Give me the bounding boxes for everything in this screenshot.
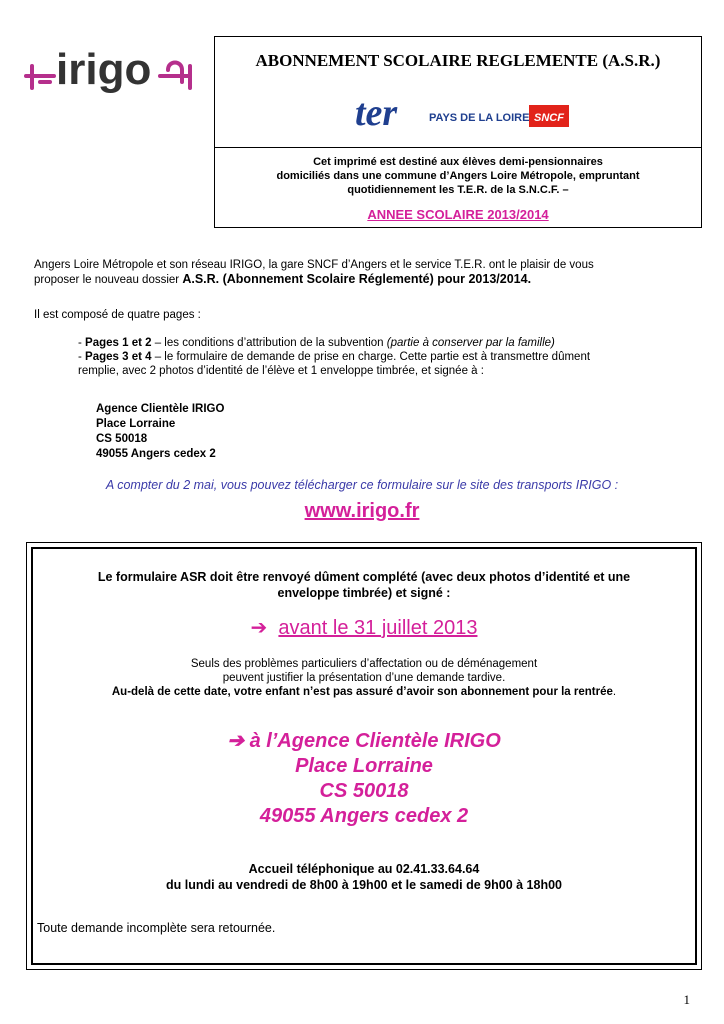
header-divider [215, 147, 701, 148]
phone-line: Accueil téléphonique au 02.41.33.64.64 [248, 862, 480, 876]
notice-line: enveloppe timbrée) et signé : [277, 586, 451, 600]
ter-logo [353, 91, 575, 137]
ter-region: PAYS DE LA LOIRE [429, 112, 530, 124]
deadline-box-inner [31, 547, 697, 965]
notice-line: Le formulaire ASR doit être renvoyé dûment complété (avec deux photos d’identité et une [97, 570, 631, 584]
sncf-badge-text: SNCF [534, 112, 564, 124]
deadline-date: avant le 31 juillet 2013 [278, 617, 478, 639]
deadline [33, 615, 695, 640]
school-year: ANNEE SCOLAIRE 2013/2014 [367, 207, 549, 222]
intro-bold: A.S.R. (Abonnement Scolaire Réglementé) pour 2013/2014. [182, 272, 532, 286]
intro-paragraph [34, 258, 694, 287]
address-line: Agence Clientèle IRIGO [96, 403, 225, 415]
desc-line: quotidiennement les T.E.R. de la S.N.C.F. – [347, 184, 569, 196]
address-line: CS 50018 [96, 433, 148, 445]
list-item: - Pages 1 et 2 – les conditions d’attribution de la subvention (partie à conserver par la famille) [78, 337, 555, 349]
desc-line: Cet imprimé est destiné aux élèves demi-pensionnaires [313, 156, 603, 168]
agency-line: 49055 Angers cedex 2 [259, 805, 469, 827]
agency-line: ➔ à l’Agence Clientèle IRIGO [227, 730, 501, 752]
incomplete-notice: Toute demande incomplète sera retournée. [37, 921, 276, 935]
arrow-icon: ➔ [227, 730, 244, 752]
ter-mark: ter [355, 92, 398, 134]
agency-line: Place Lorraine [295, 755, 433, 777]
page-number: 1 [683, 992, 690, 1007]
warning: Au-delà de cette date, votre enfant n’est pas assuré d’avoir son abonnement pour la rentrée. [111, 686, 617, 698]
page-title: ABONNEMENT SCOLAIRE REGLEMENTE (A.S.R.) [255, 51, 661, 70]
irigo-logo [20, 36, 210, 102]
intro-line: Angers Loire Métropole et son réseau IRIGO, la gare SNCF d’Angers et le service T.E.R. ont le plaisir de vous [34, 259, 594, 271]
exceptions [33, 657, 695, 699]
exception-line: peuvent justifier la présentation d’une demande tardive. [222, 672, 506, 684]
hours-line: du lundi au vendredi de 8h00 à 19h00 et le samedi de 9h00 à 18h00 [166, 878, 562, 892]
exception-line: Seuls des problèmes particuliers d’affectation ou de déménagement [190, 658, 538, 670]
download-note: A compter du 2 mai, vous pouvez télécharger ce formulaire sur le site des transports IRIGO : [105, 478, 619, 492]
list-item-continuation: remplie, avec 2 photos d’identité de l’élève et 1 enveloppe timbrée, et signée à : [78, 365, 484, 377]
address-line: 49055 Angers cedex 2 [96, 448, 216, 460]
phone-info [33, 861, 695, 893]
header-description [225, 155, 691, 197]
website-link[interactable]: www.irigo.fr [304, 500, 420, 522]
arrow-icon: ➔ [250, 617, 268, 639]
pages-list [78, 336, 694, 378]
agency-address [33, 729, 695, 829]
address-line: Place Lorraine [96, 418, 176, 430]
box-notice [33, 569, 695, 601]
agency-line: CS 50018 [319, 780, 409, 802]
logo-text: irigo [56, 45, 152, 94]
intro-line [34, 272, 694, 287]
list-item: - Pages 3 et 4 – le formulaire de demande de prise en charge. Cette partie est à transmettre dûment [78, 351, 591, 363]
mailing-address [96, 402, 224, 462]
deadline-box [26, 542, 702, 970]
intro-text: proposer le nouveau dossier [34, 274, 183, 286]
header-box [214, 36, 702, 228]
desc-line: domiciliés dans une commune d’Angers Loire Métropole, empruntant [276, 170, 640, 182]
composition-line: Il est composé de quatre pages : [34, 309, 201, 321]
